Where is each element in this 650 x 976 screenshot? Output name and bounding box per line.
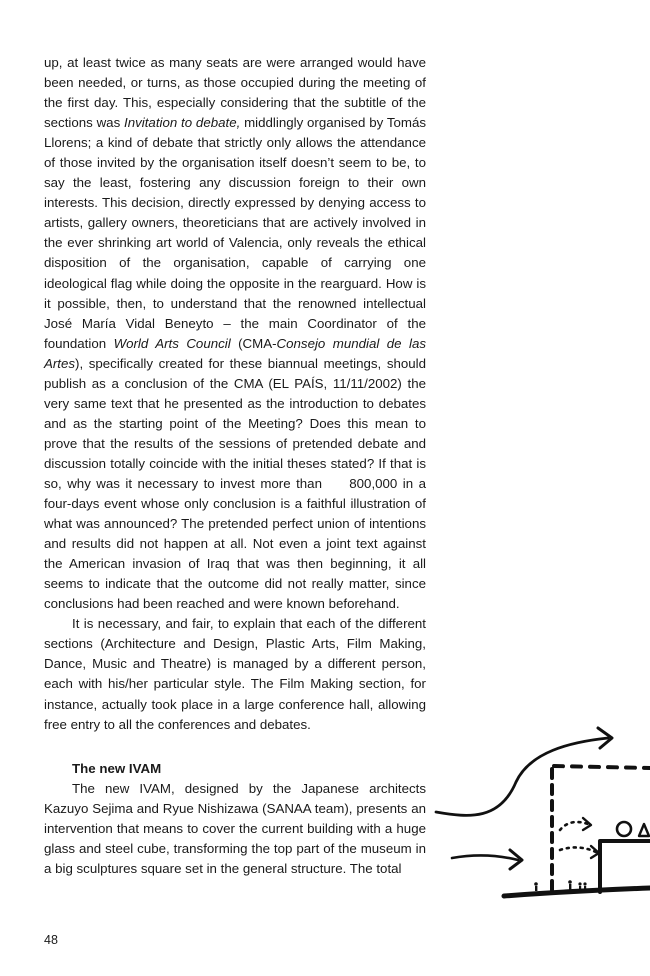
sculpture-triangle bbox=[639, 824, 649, 836]
paragraph-1-text: ), specifically created for these biannual meetings, should publish as a conclusion of the CMA (EL PAÍS, 11/11/2002) the very same text that he presented as the introduction to debates and as the starting point of the Meeting? Does this mean to prove that the results of the sessions of pretended debate and discussion totally coincide with the initial theses stated? If that is so, why was it necessary to invest more than 800,000 in a four-days event whose only conclusion is a faithful illustration of what was announced? The pretended perfect union of intentions and results did not happen at all. Not even a joint text against the American invasion of Iraq that was then beginning, it all seems to indicate that the outcome did not really matter, since conclusions had been reached and were known beforehand. bbox=[44, 355, 426, 612]
large-arrow-curve bbox=[436, 738, 608, 815]
paragraph-1-italic-invitation: Invitation to debate, bbox=[124, 115, 241, 131]
paragraph-1-italic-consejo: Consejo mundial de las Artes bbox=[44, 335, 426, 371]
paragraph-1 bbox=[44, 53, 426, 614]
paragraph-2: It is necessary, and fair, to explain that each of the different sections (Architecture and Design, Plastic Arts, Film Making, Dance, Music and Theatre) is managed by a different person, each with his/her particular style. The Film Making section, for instance, actually took place in a large conference hall, allowing free entry to all the conferences and debates. bbox=[44, 616, 426, 732]
paragraph-1-text: (CMA- bbox=[230, 335, 277, 351]
dotted-arrow-2 bbox=[560, 847, 596, 852]
sculpture-circle bbox=[617, 822, 631, 836]
ground-line bbox=[504, 888, 650, 896]
paragraph-1-text: up, at least twice as many seats are were arranged would have been needed, or turns, as those occupied during the meeting of the first day. This, especially considering that the subtitle of the sections was bbox=[44, 55, 426, 131]
paragraph-1-text: middlingly organised by Tomás Llorens; a kind of debate that strictly only allows the attendance of those invited by the organisation itself doesn’t seem to be, to say the least, fostering any discussion foreign to their own interests. This decision, directly expressed by denying access to artists, gallery owners, theoreticians that are actively involved in the ever shrinking art world of Valencia, only reveals the ethical disposition of the organisation, capable of carrying one ideological flag while doing the opposite in the rearguard. How is it possible, then, to understand that the renowned intellectual José María Vidal Beneyto – the main Coordinator of the foundation bbox=[44, 115, 426, 351]
small-arrow-line bbox=[452, 855, 518, 860]
paragraph-3: The new IVAM, designed by the Japanese architects Kazuyo Sejima and Ryue Nishizawa (SANAA team), presents an intervention that means to cover the current building with a huge glass and steel cube, transforming the top part of the museum in a big sculptures square set in the general structure. The total bbox=[44, 780, 426, 876]
dashed-roof bbox=[554, 766, 650, 768]
building-block bbox=[600, 841, 650, 892]
architecture-sketch-icon bbox=[430, 720, 650, 910]
article-body bbox=[44, 53, 426, 879]
section-heading: The new IVAM bbox=[72, 760, 162, 776]
paragraph-1-italic-world-arts-council: World Arts Council bbox=[113, 335, 231, 351]
page-number: 48 bbox=[44, 933, 58, 947]
